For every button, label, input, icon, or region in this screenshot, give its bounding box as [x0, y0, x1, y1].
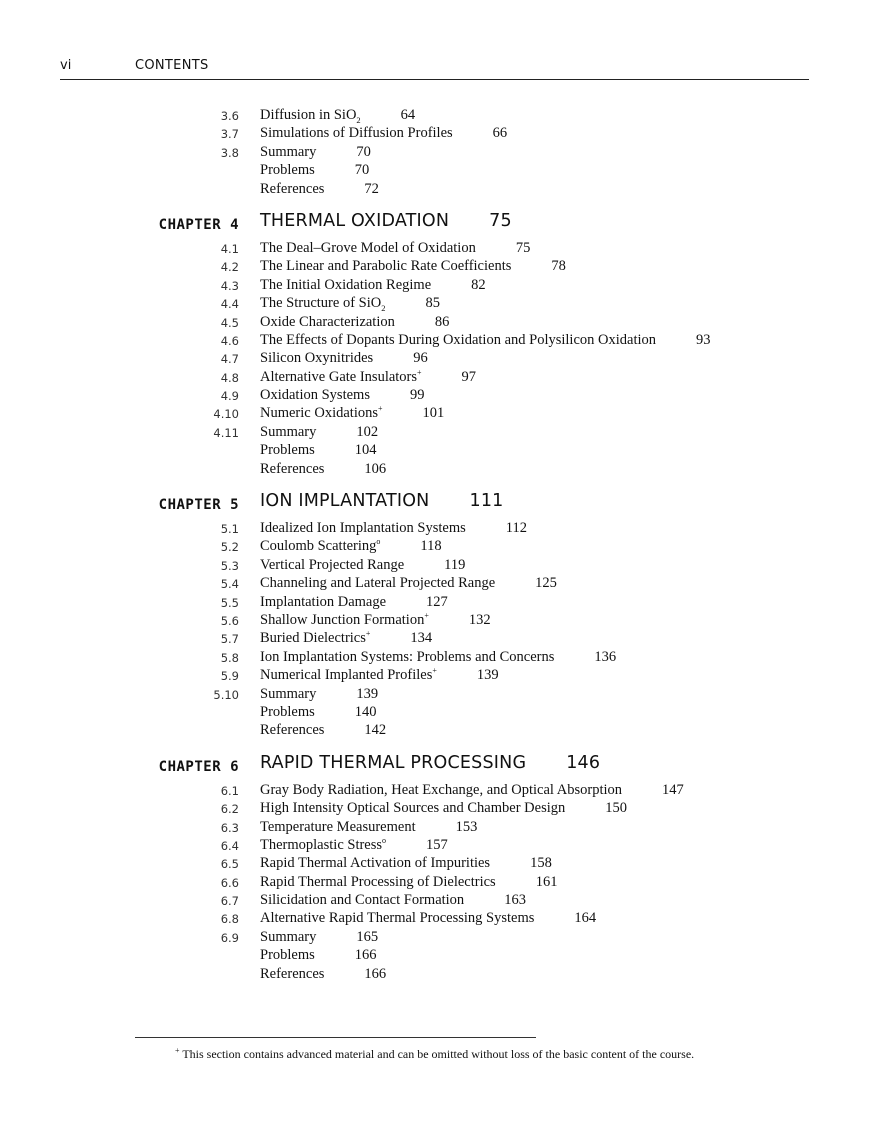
section-number: 4.11 [213, 425, 239, 440]
section-number: 5.4 [220, 577, 239, 592]
section-number: 4.9 [220, 389, 239, 404]
toc-entry [0, 314, 871, 332]
section-number: 3.7 [220, 127, 239, 142]
section-title: Alternative Rapid Thermal Processing Systems [260, 910, 535, 927]
section-number: 5.1 [220, 522, 239, 537]
section-title-line [260, 162, 369, 179]
section-page-number: 78 [551, 258, 566, 275]
section-title: Numeric Oxidations [260, 405, 378, 422]
section-number: 6.3 [220, 820, 239, 835]
toc-entry [0, 520, 871, 538]
subscript: 2 [356, 114, 361, 125]
toc-entry [0, 387, 871, 405]
section-number: 6.9 [220, 930, 239, 945]
section-page-number: 119 [444, 556, 466, 573]
toc-entry [0, 947, 871, 965]
section-page-number: 96 [413, 350, 428, 367]
section-page-number: 158 [530, 855, 552, 872]
section-number: 5.5 [220, 595, 239, 610]
section-title: Problems [260, 442, 315, 459]
section-title: Channeling and Lateral Projected Range [260, 575, 496, 592]
section-page-number: 93 [696, 331, 711, 348]
section-number: 6.1 [220, 783, 239, 798]
section-number: 4.3 [220, 278, 239, 293]
section-title: References [260, 460, 325, 477]
section-title: Problems [260, 162, 315, 179]
section-title: Rapid Thermal Activation of Impurities [260, 855, 491, 872]
toc-entry [0, 240, 871, 258]
chapter-title: THERMAL OXIDATION [260, 210, 450, 231]
section-title: References [260, 180, 325, 197]
section-title: The Structure of SiO [260, 295, 382, 312]
chapter-title: ION IMPLANTATION [260, 491, 430, 512]
chapter-label: CHAPTER 4 [158, 216, 239, 233]
section-title-line [260, 966, 386, 983]
section-title-line [260, 649, 616, 666]
chapter-title: RAPID THERMAL PROCESSING [260, 752, 527, 773]
chapter-page-number: 75 [489, 210, 512, 231]
chapter-title-line [260, 753, 600, 773]
toc-entry [0, 107, 871, 125]
section-title-line [260, 181, 379, 198]
section-number: 4.4 [220, 297, 239, 312]
toc-entry [0, 819, 871, 837]
section-page-number: 106 [364, 460, 387, 477]
toc-entry [0, 442, 871, 460]
section-number: 6.5 [220, 857, 239, 872]
section-title: Summary [260, 928, 317, 945]
section-title: Gray Body Radiation, Heat Exchange, and Optical Absorption [260, 781, 623, 798]
toc-entry [0, 594, 871, 612]
toc-entry [0, 686, 871, 704]
toc-entry [0, 258, 871, 276]
section-number: 4.1 [220, 241, 239, 256]
section-marker: + [378, 404, 383, 414]
section-number: 5.10 [213, 687, 239, 702]
toc-entry [0, 162, 871, 180]
running-title: CONTENTS [135, 58, 209, 73]
section-title: Simulations of Diffusion Profiles [260, 125, 453, 142]
section-title-line [260, 910, 596, 927]
section-title: Idealized Ion Implantation Systems [260, 520, 466, 537]
footnote [175, 1047, 694, 1062]
section-title: Oxidation Systems [260, 387, 370, 404]
section-title-line [260, 594, 448, 611]
section-title: Alternative Gate Insulators [260, 368, 418, 385]
section-title-line [260, 557, 465, 574]
footnote-marker: + [175, 1046, 180, 1055]
section-title-line [260, 630, 432, 647]
section-page-number: 75 [515, 239, 531, 256]
toc-entry [0, 649, 871, 667]
section-marker: + [365, 629, 371, 639]
section-number: 6.6 [220, 875, 239, 890]
section-page-number: 104 [354, 442, 377, 459]
footnote-rule [135, 1037, 536, 1038]
toc-entry [0, 424, 871, 442]
toc-entry [0, 557, 871, 575]
toc-entry [0, 575, 871, 593]
section-page-number: 161 [535, 873, 558, 890]
section-title: Rapid Thermal Processing of Dielectrics [260, 873, 496, 890]
section-marker: + [417, 367, 422, 377]
section-title-line [260, 722, 386, 739]
toc-entry [0, 405, 871, 423]
section-page-number: 134 [410, 630, 433, 647]
section-title-line [260, 314, 449, 331]
section-title: Implantation Damage [260, 593, 387, 610]
chapter-title-line [260, 211, 512, 231]
section-title-line [260, 277, 486, 294]
section-title: Problems [260, 947, 315, 964]
section-page-number: 70 [354, 162, 370, 179]
section-page-number: 102 [356, 423, 379, 440]
section-title-line [260, 125, 507, 142]
toc-entry [0, 929, 871, 947]
section-page-number: 99 [409, 387, 425, 404]
section-number: 6.4 [220, 838, 239, 853]
section-title-line [260, 295, 440, 312]
toc-entry [0, 612, 871, 630]
running-header [60, 57, 809, 80]
section-title-line [260, 258, 566, 275]
section-title: Problems [260, 703, 315, 720]
toc-entry [0, 332, 871, 350]
section-page-number: 125 [535, 575, 557, 592]
section-title: Summary [260, 423, 317, 440]
section-page-number: 112 [505, 520, 527, 537]
section-title-line [260, 520, 527, 537]
section-title: Diffusion in SiO [260, 107, 357, 123]
section-title: Coulomb Scattering [260, 538, 377, 555]
toc-entry [0, 461, 871, 479]
section-title: Shallow Junction Formation [260, 611, 425, 628]
toc-entry [0, 910, 871, 928]
section-title-line [260, 855, 552, 872]
section-title: The Linear and Parabolic Rate Coefficients [260, 258, 512, 275]
section-title-line [260, 538, 442, 555]
section-title-line [260, 612, 491, 629]
section-title: Vertical Projected Range [260, 556, 405, 573]
section-number: 4.6 [220, 333, 239, 348]
section-page-number: 166 [364, 965, 387, 982]
section-number: 5.2 [220, 540, 239, 555]
section-title-line [260, 874, 557, 891]
toc-entry [0, 966, 871, 984]
section-title: Numerical Implanted Profiles [260, 667, 433, 684]
section-title-line [260, 405, 444, 422]
section-page-number: 140 [354, 703, 377, 720]
section-number: 3.6 [220, 109, 239, 123]
section-number: 4.2 [220, 260, 239, 275]
toc-entry [0, 874, 871, 892]
section-title-line [260, 686, 378, 703]
toc-entry [0, 837, 871, 855]
section-number: 3.8 [220, 145, 239, 160]
section-title-line [260, 782, 684, 799]
section-page-number: 127 [426, 593, 448, 610]
section-page-number: 164 [574, 910, 597, 927]
section-page-number: 82 [471, 276, 486, 293]
section-page-number: 101 [422, 405, 445, 422]
section-number: 5.3 [220, 558, 239, 573]
section-page-number: 85 [425, 295, 440, 312]
section-number: 5.8 [220, 650, 239, 665]
section-page-number: 66 [492, 125, 508, 142]
section-title: Ion Implantation Systems: Problems and Concerns [260, 648, 555, 665]
section-title: Oxide Characterization [260, 313, 395, 330]
section-title: Buried Dielectrics [260, 630, 366, 647]
chapter-heading [0, 753, 871, 782]
section-page-number: 97 [461, 368, 477, 385]
section-title-line [260, 667, 499, 684]
toc-entry [0, 800, 871, 818]
toc-entry [0, 125, 871, 143]
section-page-number: 153 [455, 818, 478, 835]
section-number: 4.8 [220, 370, 239, 385]
section-page-number: 150 [605, 800, 627, 817]
toc-entry [0, 630, 871, 648]
footnote-text: This section contains advanced material and can be omitted without loss of the basic content of the course. [182, 1047, 695, 1061]
section-title: Silicon Oxynitrides [260, 350, 374, 367]
chapter-page-number: 146 [566, 752, 601, 773]
section-title-line [260, 387, 424, 404]
section-title-line [260, 461, 386, 478]
section-page-number: 139 [476, 667, 499, 684]
section-number: 6.8 [220, 912, 239, 927]
section-title-line [260, 144, 371, 161]
toc-entry [0, 782, 871, 800]
section-title: The Deal–Grove Model of Oxidation [260, 239, 476, 256]
section-title-line [260, 947, 377, 964]
toc-entry [0, 538, 871, 556]
table-of-contents [0, 107, 871, 984]
section-title: References [260, 965, 325, 982]
section-title-line [260, 704, 377, 721]
section-title: Summary [260, 685, 317, 702]
section-page-number: 157 [426, 836, 448, 853]
toc-entry [0, 855, 871, 873]
section-page-number: 147 [662, 781, 684, 798]
toc-entry [0, 277, 871, 295]
toc-entry [0, 704, 871, 722]
section-title: The Initial Oxidation Regime [260, 276, 432, 293]
section-title: The Effects of Dopants During Oxidation and Polysilicon Oxidation [260, 331, 657, 348]
section-number: 5.7 [220, 632, 239, 647]
section-page-number: 86 [434, 313, 450, 330]
chapter-label: CHAPTER 6 [158, 758, 239, 775]
section-page-number: 136 [594, 648, 617, 665]
section-title-line [260, 837, 448, 854]
section-marker: + [424, 611, 429, 621]
section-title-line [260, 892, 526, 909]
section-marker: o [382, 836, 387, 846]
section-title-line [260, 929, 378, 946]
section-number: 4.7 [220, 352, 239, 367]
section-page-number: 139 [356, 685, 379, 702]
toc-entry [0, 295, 871, 313]
toc-entry [0, 350, 871, 368]
section-page-number: 165 [356, 928, 379, 945]
section-page-number: 118 [420, 538, 442, 555]
section-title-line [260, 107, 415, 124]
section-title: Temperature Measurement [260, 818, 416, 835]
section-title-line [260, 424, 378, 441]
section-page-number: 163 [504, 892, 526, 909]
section-title: High Intensity Optical Sources and Chamber Design [260, 800, 566, 817]
section-title-line [260, 369, 476, 386]
section-title: References [260, 722, 325, 739]
toc-entry [0, 892, 871, 910]
section-title-line [260, 332, 711, 349]
chapter-page-number: 111 [469, 491, 504, 512]
toc-entry [0, 667, 871, 685]
section-number: 5.6 [220, 613, 239, 628]
section-number: 4.10 [213, 407, 239, 422]
section-title: Silicidation and Contact Formation [260, 892, 465, 909]
section-page-number: 70 [356, 143, 371, 160]
chapter-label: CHAPTER 5 [158, 497, 239, 514]
section-title: Thermoplastic Stress [260, 836, 383, 853]
toc-entry [0, 369, 871, 387]
section-number: 6.2 [220, 802, 239, 817]
section-marker: + [432, 666, 437, 676]
section-title-line [260, 819, 477, 836]
section-title-line [260, 800, 627, 817]
toc-entry [0, 144, 871, 162]
toc-entry [0, 181, 871, 199]
chapter-title-line [260, 491, 504, 511]
section-number: 6.7 [220, 894, 239, 909]
section-title-line [260, 442, 377, 459]
toc-entry [0, 722, 871, 740]
page-number: vi [60, 58, 72, 73]
section-page-number: 64 [400, 107, 416, 123]
chapter-heading [0, 491, 871, 520]
section-number: 5.9 [220, 669, 239, 684]
section-number: 4.5 [220, 315, 239, 330]
section-title-line [260, 350, 428, 367]
section-page-number: 132 [468, 611, 491, 628]
section-title: Summary [260, 143, 317, 160]
section-page-number: 72 [364, 180, 379, 197]
section-page-number: 142 [364, 722, 387, 739]
section-page-number: 166 [354, 947, 377, 964]
subscript: 2 [381, 303, 386, 314]
section-marker: o [376, 537, 381, 547]
section-title-line [260, 240, 530, 257]
chapter-heading [0, 211, 871, 240]
section-title-line [260, 575, 557, 592]
